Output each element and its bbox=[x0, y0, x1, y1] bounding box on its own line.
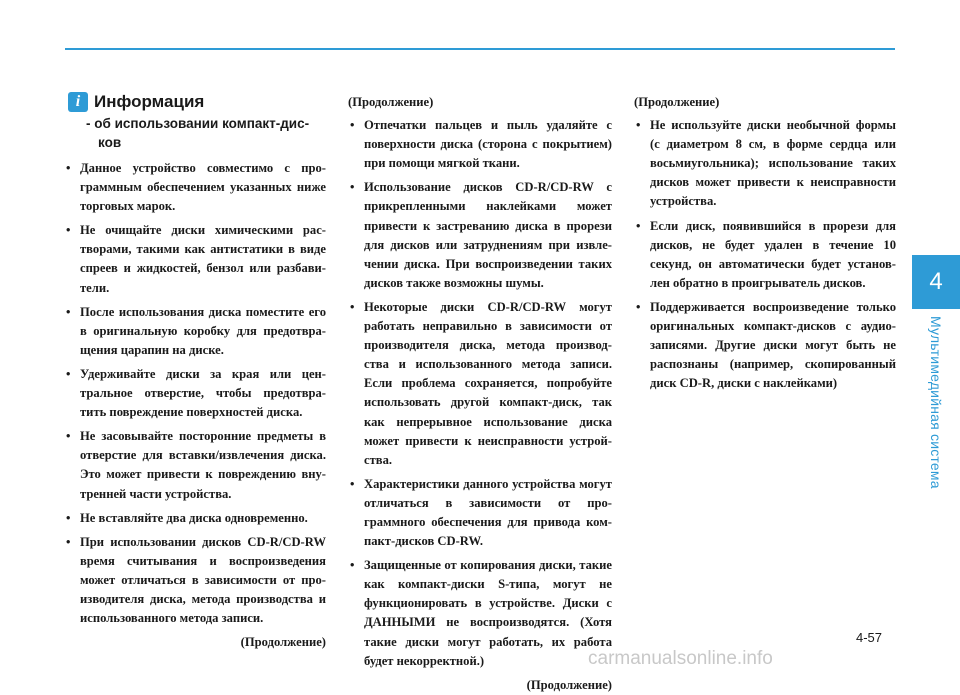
chapter-title: Мультимедийная система bbox=[928, 316, 944, 489]
list-item: • Отпечатки пальцев и пыль удаляйте с поверхности диска (сторона с покрытием) при помощи мягкой ткани. bbox=[348, 116, 612, 173]
list-item: • После использования диска поместите его в оригинальную коробку для предотвра-щения царапин на диске. bbox=[64, 303, 326, 360]
column-1 bbox=[64, 92, 326, 652]
list-item: • Удерживайте диски за края или цен-тральное отверстие, чтобы предотвра-тить повреждение поверхностей диска. bbox=[64, 365, 326, 422]
list-item: • Не очищайте диски химическими рас-творами, такими как антистатики в виде спреев и жидкостей, бензол или разбави-тели. bbox=[64, 221, 326, 297]
bullet-list bbox=[634, 116, 896, 393]
watermark: carmanualsonline.info bbox=[588, 648, 773, 669]
info-subtitle: - об использовании компакт-дис-ков bbox=[86, 116, 310, 150]
list-item: • Характеристики данного устройства могут отличаться в зависимости от про-граммного обеспечения для привода ком-пакт-дисков CD-RW. bbox=[348, 475, 612, 551]
list-item: • Использование дисков CD-R/CD-RW с прикрепленными наклейками может привести к застреванию диска в прорези для дисков или затруднениям при извле-чении диска. При воспроизведении таких дисков также возможны шумы. bbox=[348, 178, 612, 293]
column-2 bbox=[348, 93, 612, 695]
list-item: • Не вставляйте два диска одновременно. bbox=[64, 509, 326, 528]
list-item: • Поддерживается воспроизведение только оригинальных компакт-дисков с аудио-записями. Другие диски могут быть не распознаны (например, скопированный диск CD-R, диски с наклейками) bbox=[634, 298, 896, 393]
column-3 bbox=[634, 93, 896, 398]
list-item: • Не используйте диски необычной формы (с диаметром 8 см, в форме сердца или восьмиугольника); использование таких дисков может привести к неисправности устройства. bbox=[634, 116, 896, 211]
continued-heading: (Продолжение) bbox=[348, 95, 434, 109]
info-header bbox=[64, 92, 326, 112]
header-rule bbox=[65, 48, 895, 50]
list-item: • Защищенные от копирования диски, такие как компакт-диски S-типа, могут не функционировать в устройстве. Диски с ДАННЫМИ не воспроизводятся. (Хотя такие диски могут работать, их работа будет некорректной.) bbox=[348, 556, 612, 671]
continued-label: (Продолжение) bbox=[240, 635, 326, 650]
bullet-list bbox=[64, 159, 326, 628]
list-item: • При использовании дисков CD-R/CD-RW время считывания и воспроизведения может отличаться в зависимости от про-изводителя диска, метода производства и использованного метода записи. bbox=[64, 533, 326, 628]
list-item: • Если диск, появившийся в прорези для дисков, не будет удален в течение 10 секунд, он автоматически будет установ-лен обратно в проигрыватель дисков. bbox=[634, 217, 896, 293]
chapter-number: 4 bbox=[929, 268, 943, 295]
page-number: 4-57 bbox=[856, 630, 883, 645]
bullet-list bbox=[348, 116, 612, 671]
list-item: • Данное устройство совместимо с про-граммным обеспечением указанных ниже торговых марок. bbox=[64, 159, 326, 216]
info-title: Информация bbox=[94, 92, 205, 112]
continued-label: (Продолжение) bbox=[526, 677, 612, 692]
list-item: • Некоторые диски CD-R/CD-RW могут работать неправильно в зависимости от производителя диска, метода производ-ства и использованного метода записи. Если проблема сохраняется, попробуйте использовать другой компакт-диск, так как непрерывное использование диска может привести к неисправности устрой-ства. bbox=[348, 298, 612, 470]
list-item: • Не засовывайте посторонние предметы в отверстие для вставки/извлечения диска. Это может привести к повреждению вну-тренней части устройства. bbox=[64, 427, 326, 503]
continued-heading: (Продолжение) bbox=[634, 95, 720, 109]
chapter-tab[interactable] bbox=[912, 255, 960, 309]
info-icon: i bbox=[68, 92, 88, 112]
